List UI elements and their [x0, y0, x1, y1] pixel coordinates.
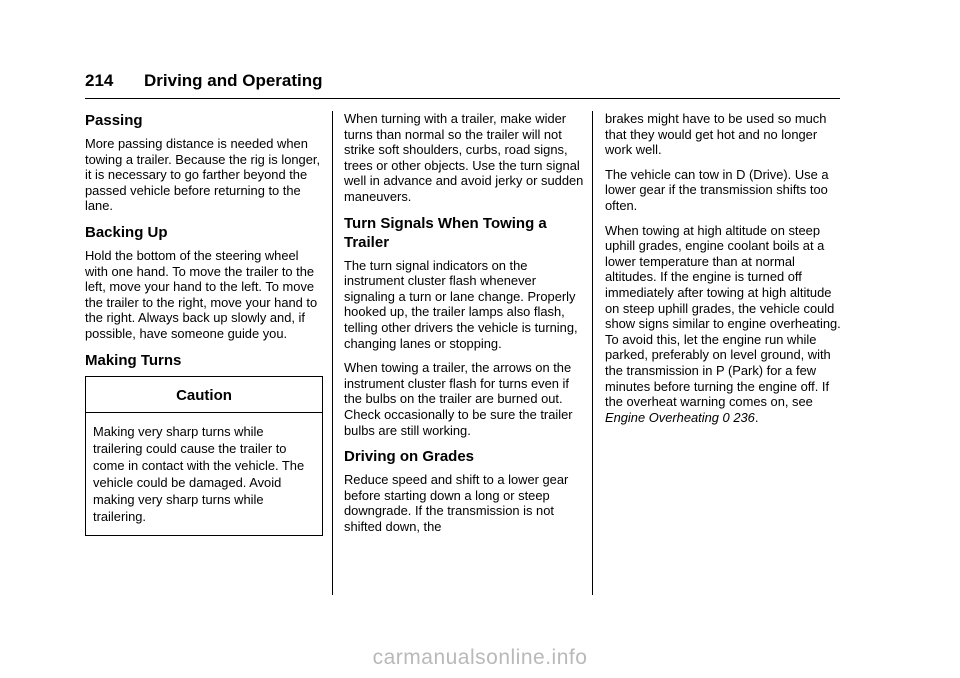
xref-end: .	[754, 409, 759, 425]
grades-continued-text: brakes might have to be used so much that they would get hot and no longer work well.	[605, 111, 827, 158]
turn-signals-text-2: When towing a trailer, the arrows on the instrument cluster flash for turns even if the bulbs on the trailer are burned out. Check occasionally to be sure the trailer bulbs are still working.	[344, 360, 573, 438]
backing-up-text: Hold the bottom of the steering wheel with one hand. To move the trailer to the left, move your hand to the left. To move the trailer to the right, move your hand to the right. Always back up slowly and, if possible, have someone guide you.	[85, 247, 318, 341]
section-title: Driving and Operating	[144, 71, 323, 90]
drive-gear-text: The vehicle can tow in D (Drive). Use a lower gear if the transmission shifts too often.	[605, 166, 829, 213]
driving-on-grades-heading: Driving on Grades	[344, 448, 475, 466]
caution-box	[85, 376, 323, 536]
high-altitude-paragraph	[605, 223, 843, 426]
watermark: carmanualsonline.info	[372, 646, 588, 669]
column-3	[605, 111, 843, 434]
caution-title: Caution	[86, 377, 322, 413]
passing-text: More passing distance is needed when towing a trailer. Because the rig is longer, it is necessary to go farther beyond the passed vehicle before returning to the lane.	[85, 136, 321, 214]
xref-page: 236	[733, 409, 755, 425]
driving-on-grades-text: Reduce speed and shift to a lower gear before starting down a long or steep downgrade. If the transmission is not shifted down, the	[344, 472, 569, 534]
engine-overheating-link[interactable]	[605, 410, 755, 425]
page-number: 214	[85, 71, 114, 90]
making-turns-heading: Making Turns	[85, 351, 182, 369]
xref-title: Engine Overheating	[605, 409, 719, 425]
page-ref-icon: 0	[722, 409, 730, 425]
turn-signals-text-1: The turn signal indicators on the instrument cluster flash whenever signaling a turn or lane change. Properly hooked up, the trailer lamps also flash, telling other drivers the vehicle is turning, changing lanes or stopping.	[344, 257, 578, 351]
backing-up-heading: Backing Up	[85, 223, 168, 241]
column-2	[344, 111, 584, 543]
column-divider-2	[592, 111, 593, 595]
page-header	[85, 71, 840, 99]
making-turns-text: When turning with a trailer, make wider turns than normal so the trailer will not strike soft shoulders, curbs, road signs, trees or other objects. Use the turn signal well in advance and avoid jerky or sudden maneuvers.	[344, 111, 584, 204]
turn-signals-heading: Turn Signals When Towing a Trailer	[344, 214, 547, 251]
column-1	[85, 111, 323, 536]
high-altitude-text: When towing at high altitude on steep uphill grades, engine coolant boils at a lower temperature than at normal altitudes. If the engine is turned off immediately after towing at high altitude on steep uphill grades, the vehicle could show signs similar to engine overheating. To avoid this, let the engine run while parked, preferably on level ground, with the transmission in P (Park) for a few minutes before turning the engine off. If the overheat warning comes on, see	[605, 222, 841, 410]
column-divider-1	[332, 111, 333, 595]
passing-heading: Passing	[85, 112, 143, 129]
header-divider	[85, 98, 840, 99]
caution-text: Making very sharp turns while trailering could cause the trailer to come in contact with the vehicle. The vehicle could be damaged. Avoid making very sharp turns while trailering.	[93, 423, 305, 524]
